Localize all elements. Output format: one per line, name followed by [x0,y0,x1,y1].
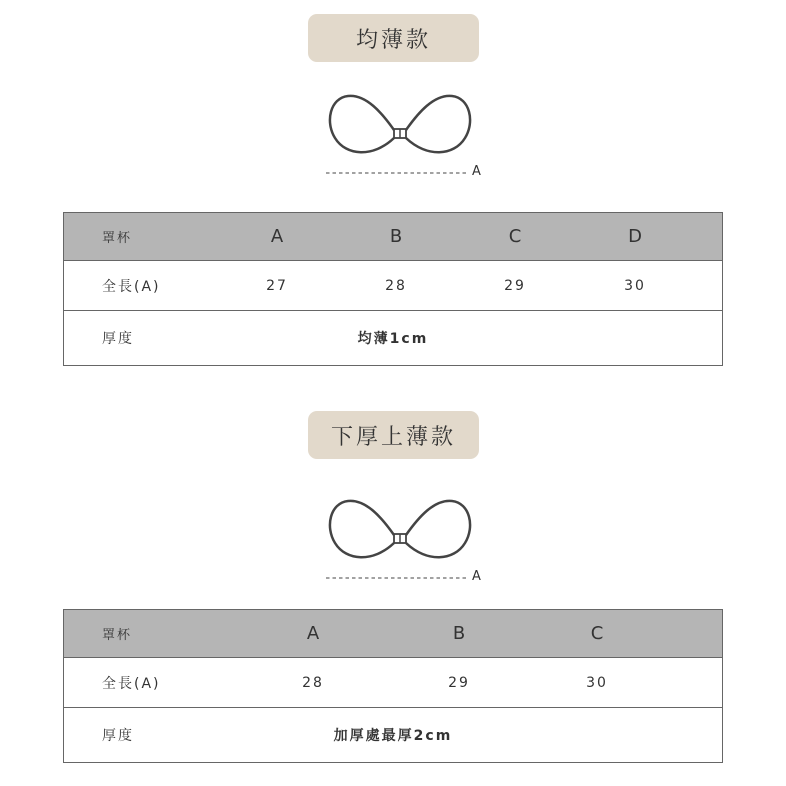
length-value: 29 [448,674,470,691]
left-cup-outline [330,96,394,152]
cup-size: B [452,623,466,644]
length-value: 30 [586,674,608,691]
cup-size: B [389,226,403,247]
thickness-value: 均薄1cm [357,331,429,347]
length-value: 30 [624,277,646,294]
cup-size: A [306,623,320,644]
thickness-label: 厚度 [102,331,134,347]
section-title-badge [308,14,479,62]
section-title: 均薄款 [355,27,431,53]
spec-table [63,609,723,763]
cup-size: C [590,623,604,644]
cup-row [64,610,722,658]
right-cup-outline [406,96,470,152]
section-title-badge [308,411,479,459]
cup-size: D [628,226,642,247]
length-value: 28 [385,277,407,294]
cup-row [64,213,722,261]
length-row [64,261,722,311]
length-value: 27 [266,277,288,294]
right-cup-outline [406,501,470,557]
length-value: 29 [504,277,526,294]
cup-label: 罩杯 [102,231,133,246]
length-row [64,658,722,708]
bra-outline-diagram [300,86,500,186]
cup-size: C [508,226,522,247]
length-value: 28 [302,674,324,691]
bra-outline-diagram [300,491,500,591]
cup-size: A [270,226,284,247]
section-title: 下厚上薄款 [330,424,456,450]
thickness-label: 厚度 [102,728,134,744]
thickness-row [64,708,722,762]
thickness-value: 加厚處最厚2cm [333,728,453,744]
spec-table [63,212,723,366]
left-cup-outline [330,501,394,557]
dimension-label: A [472,164,481,179]
length-label: 全長(A) [102,675,161,692]
cup-label: 罩杯 [102,628,133,643]
length-label: 全長(A) [102,278,161,295]
thickness-row [64,311,722,365]
dimension-label: A [472,569,481,584]
